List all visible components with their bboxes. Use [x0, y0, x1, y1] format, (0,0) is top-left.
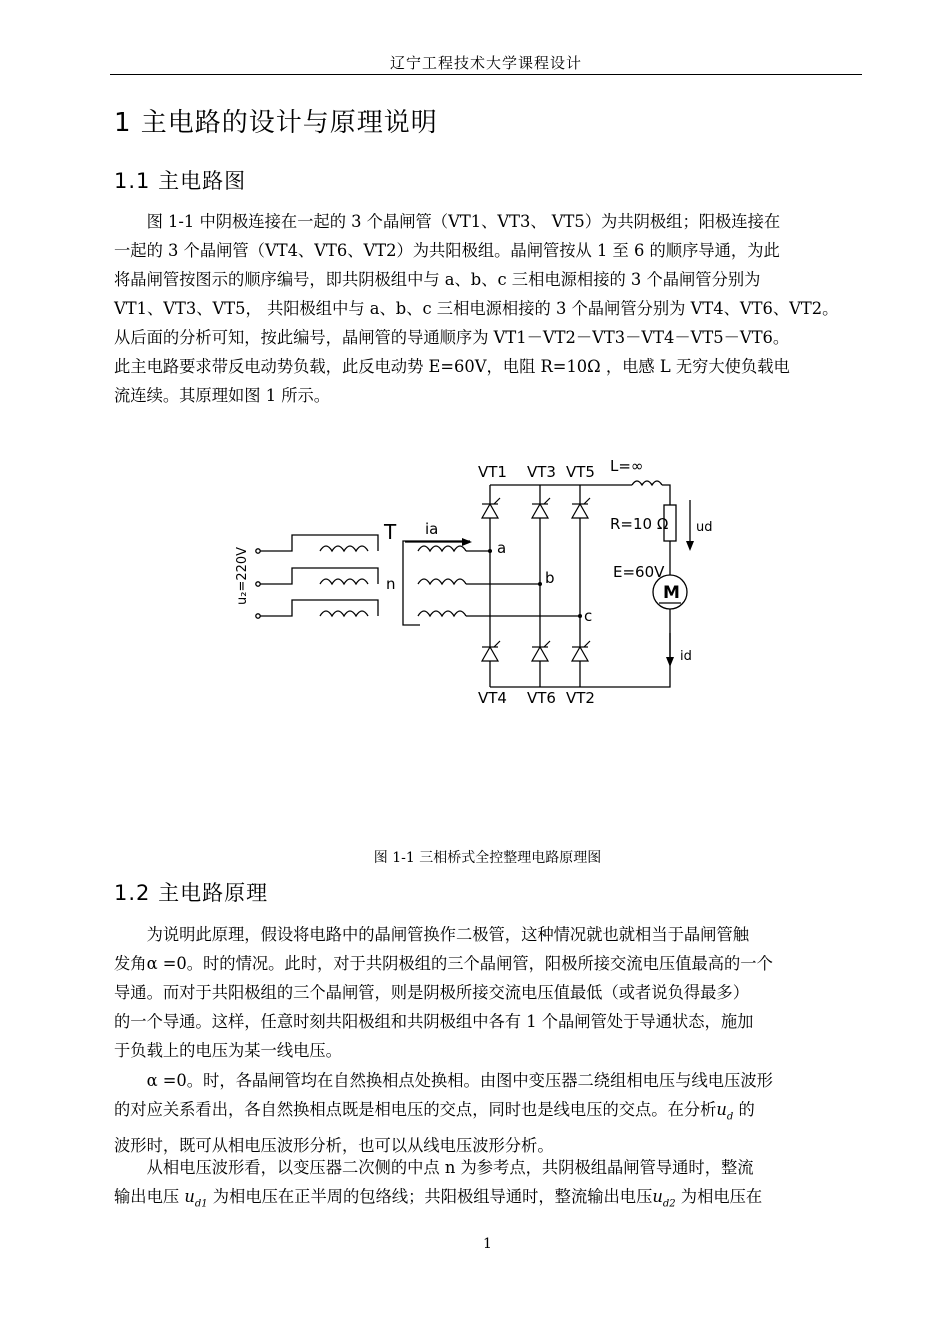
- text-run: 为相电压在正半周的包络线；共阳极组导通时，整流输出电压: [207, 1187, 653, 1206]
- label-resistor: R=10 Ω: [610, 515, 669, 533]
- section-1-2-paragraph-3: [114, 1153, 866, 1218]
- math-subscript: d: [726, 1111, 734, 1123]
- paragraph-line: [114, 1095, 866, 1131]
- paragraph-line: 一起的 3 个晶闸管（VT4、VT6、VT2）为共阳极组。晶闸管按从 1 至 6 的顺序导通，为此: [114, 241, 780, 260]
- text-run: 的: [733, 1100, 755, 1119]
- label-vt6: VT6: [527, 689, 556, 707]
- label-vt2: VT2: [566, 689, 595, 707]
- label-vt4: VT4: [478, 689, 507, 707]
- text-run: 输出电压: [114, 1187, 185, 1206]
- label-id: id: [680, 649, 692, 664]
- label-transformer: T: [384, 520, 397, 544]
- circuit-diagram: [220, 455, 720, 715]
- paragraph-line: 将晶闸管按图示的顺序编号，即共阴极组中与 a、b、c 三相电源相接的 3 个晶闸管分别为: [114, 270, 761, 289]
- paragraph-line: 从后面的分析可知，按此编号，晶闸管的导通顺序为 VT1－VT2－VT3－VT4－VT5－VT6。: [114, 328, 790, 347]
- chapter-title: 1 主电路的设计与原理说明: [114, 108, 438, 138]
- label-u2: u₂=220V: [235, 546, 250, 605]
- running-header: 辽宁工程技术大学课程设计: [389, 54, 582, 72]
- label-node-c: c: [584, 607, 593, 625]
- paragraph-line: 的一个导通。这样，任意时刻共阳极组和共阴极组中各有 1 个晶闸管处于导通状态，施加: [114, 1012, 754, 1031]
- paragraph-line: 图 1-1 中阴极连接在一起的 3 个晶闸管（VT1、VT3、 VT5）为共阴极组；阳极连接在: [146, 212, 781, 231]
- paragraph-line: 波形时，既可从相电压波形分析，也可以从线电压波形分析。: [114, 1136, 554, 1156]
- section-1-1-title: 1.1 主电路图: [114, 169, 247, 193]
- math-subscript: d1: [194, 1198, 208, 1210]
- label-motor: M: [663, 583, 680, 603]
- math-variable: u: [716, 1100, 727, 1119]
- paragraph-line: 发角α =0。时的情况。此时，对于共阴极组的三个晶闸管，阳极所接交流电压值最高的一个: [114, 954, 773, 973]
- label-node-a: a: [497, 539, 507, 557]
- label-ud: ud: [696, 520, 713, 535]
- header-rule: [110, 74, 862, 75]
- text-run: 为相电压在: [675, 1187, 763, 1206]
- section-1-1-paragraph: [114, 207, 866, 410]
- paragraph-line: α =0。时，各晶闸管均在自然换相点处换相。由图中变压器二绕组相电压与线电压波形: [146, 1071, 773, 1090]
- paragraph-line: VT1、VT3、VT5， 共阳极组中与 a、b、c 三相电源相接的 3 个晶闸管分别为 VT4、VT6、VT2。: [114, 299, 839, 318]
- label-ia: ia: [425, 520, 439, 538]
- label-emf: E=60V: [613, 563, 665, 581]
- section-1-2-paragraph-2: [114, 1066, 866, 1160]
- section-1-2-title: 1.2 主电路原理: [114, 881, 269, 905]
- label-vt5: VT5: [566, 463, 595, 481]
- paragraph-line: 为说明此原理，假设将电路中的晶闸管换作二极管，这种情况就也就相当于晶闸管触: [146, 925, 750, 944]
- math-subscript: d2: [662, 1198, 676, 1210]
- paragraph-line: 导通。而对于共阳极组的三个晶闸管，则是阴极所接交流电压值最低（或者说负得最多）: [114, 983, 749, 1002]
- section-1-2-paragraph-1: [114, 920, 866, 1065]
- figure-caption: 图 1-1 三相桥式全控整理电路原理图: [373, 850, 602, 866]
- label-vt3: VT3: [527, 463, 556, 481]
- paragraph-line: 此主电路要求带反电动势负载，此反电动势 E=60V，电阻 R=10Ω ，电感 L 无穷大使负载电: [114, 357, 790, 376]
- label-node-b: b: [545, 569, 555, 587]
- paragraph-line: [114, 1182, 866, 1218]
- paragraph-line: 从相电压波形看，以变压器二次侧的中点 n 为参考点，共阴极组晶闸管导通时，整流: [146, 1158, 754, 1177]
- page-number: 1: [483, 1236, 492, 1252]
- label-node-n: n: [386, 575, 396, 593]
- paragraph-line: 流连续。其原理如图 1 所示。: [114, 386, 331, 405]
- label-vt1: VT1: [478, 463, 507, 481]
- math-variable: u: [184, 1187, 195, 1206]
- text-run: 的对应关系看出，各自然换相点既是相电压的交点，同时也是线电压的交点。在分析: [114, 1100, 717, 1119]
- math-variable: u: [652, 1187, 663, 1206]
- paragraph-line: 于负载上的电压为某一线电压。: [114, 1041, 342, 1060]
- label-inductor: L=∞: [610, 457, 644, 475]
